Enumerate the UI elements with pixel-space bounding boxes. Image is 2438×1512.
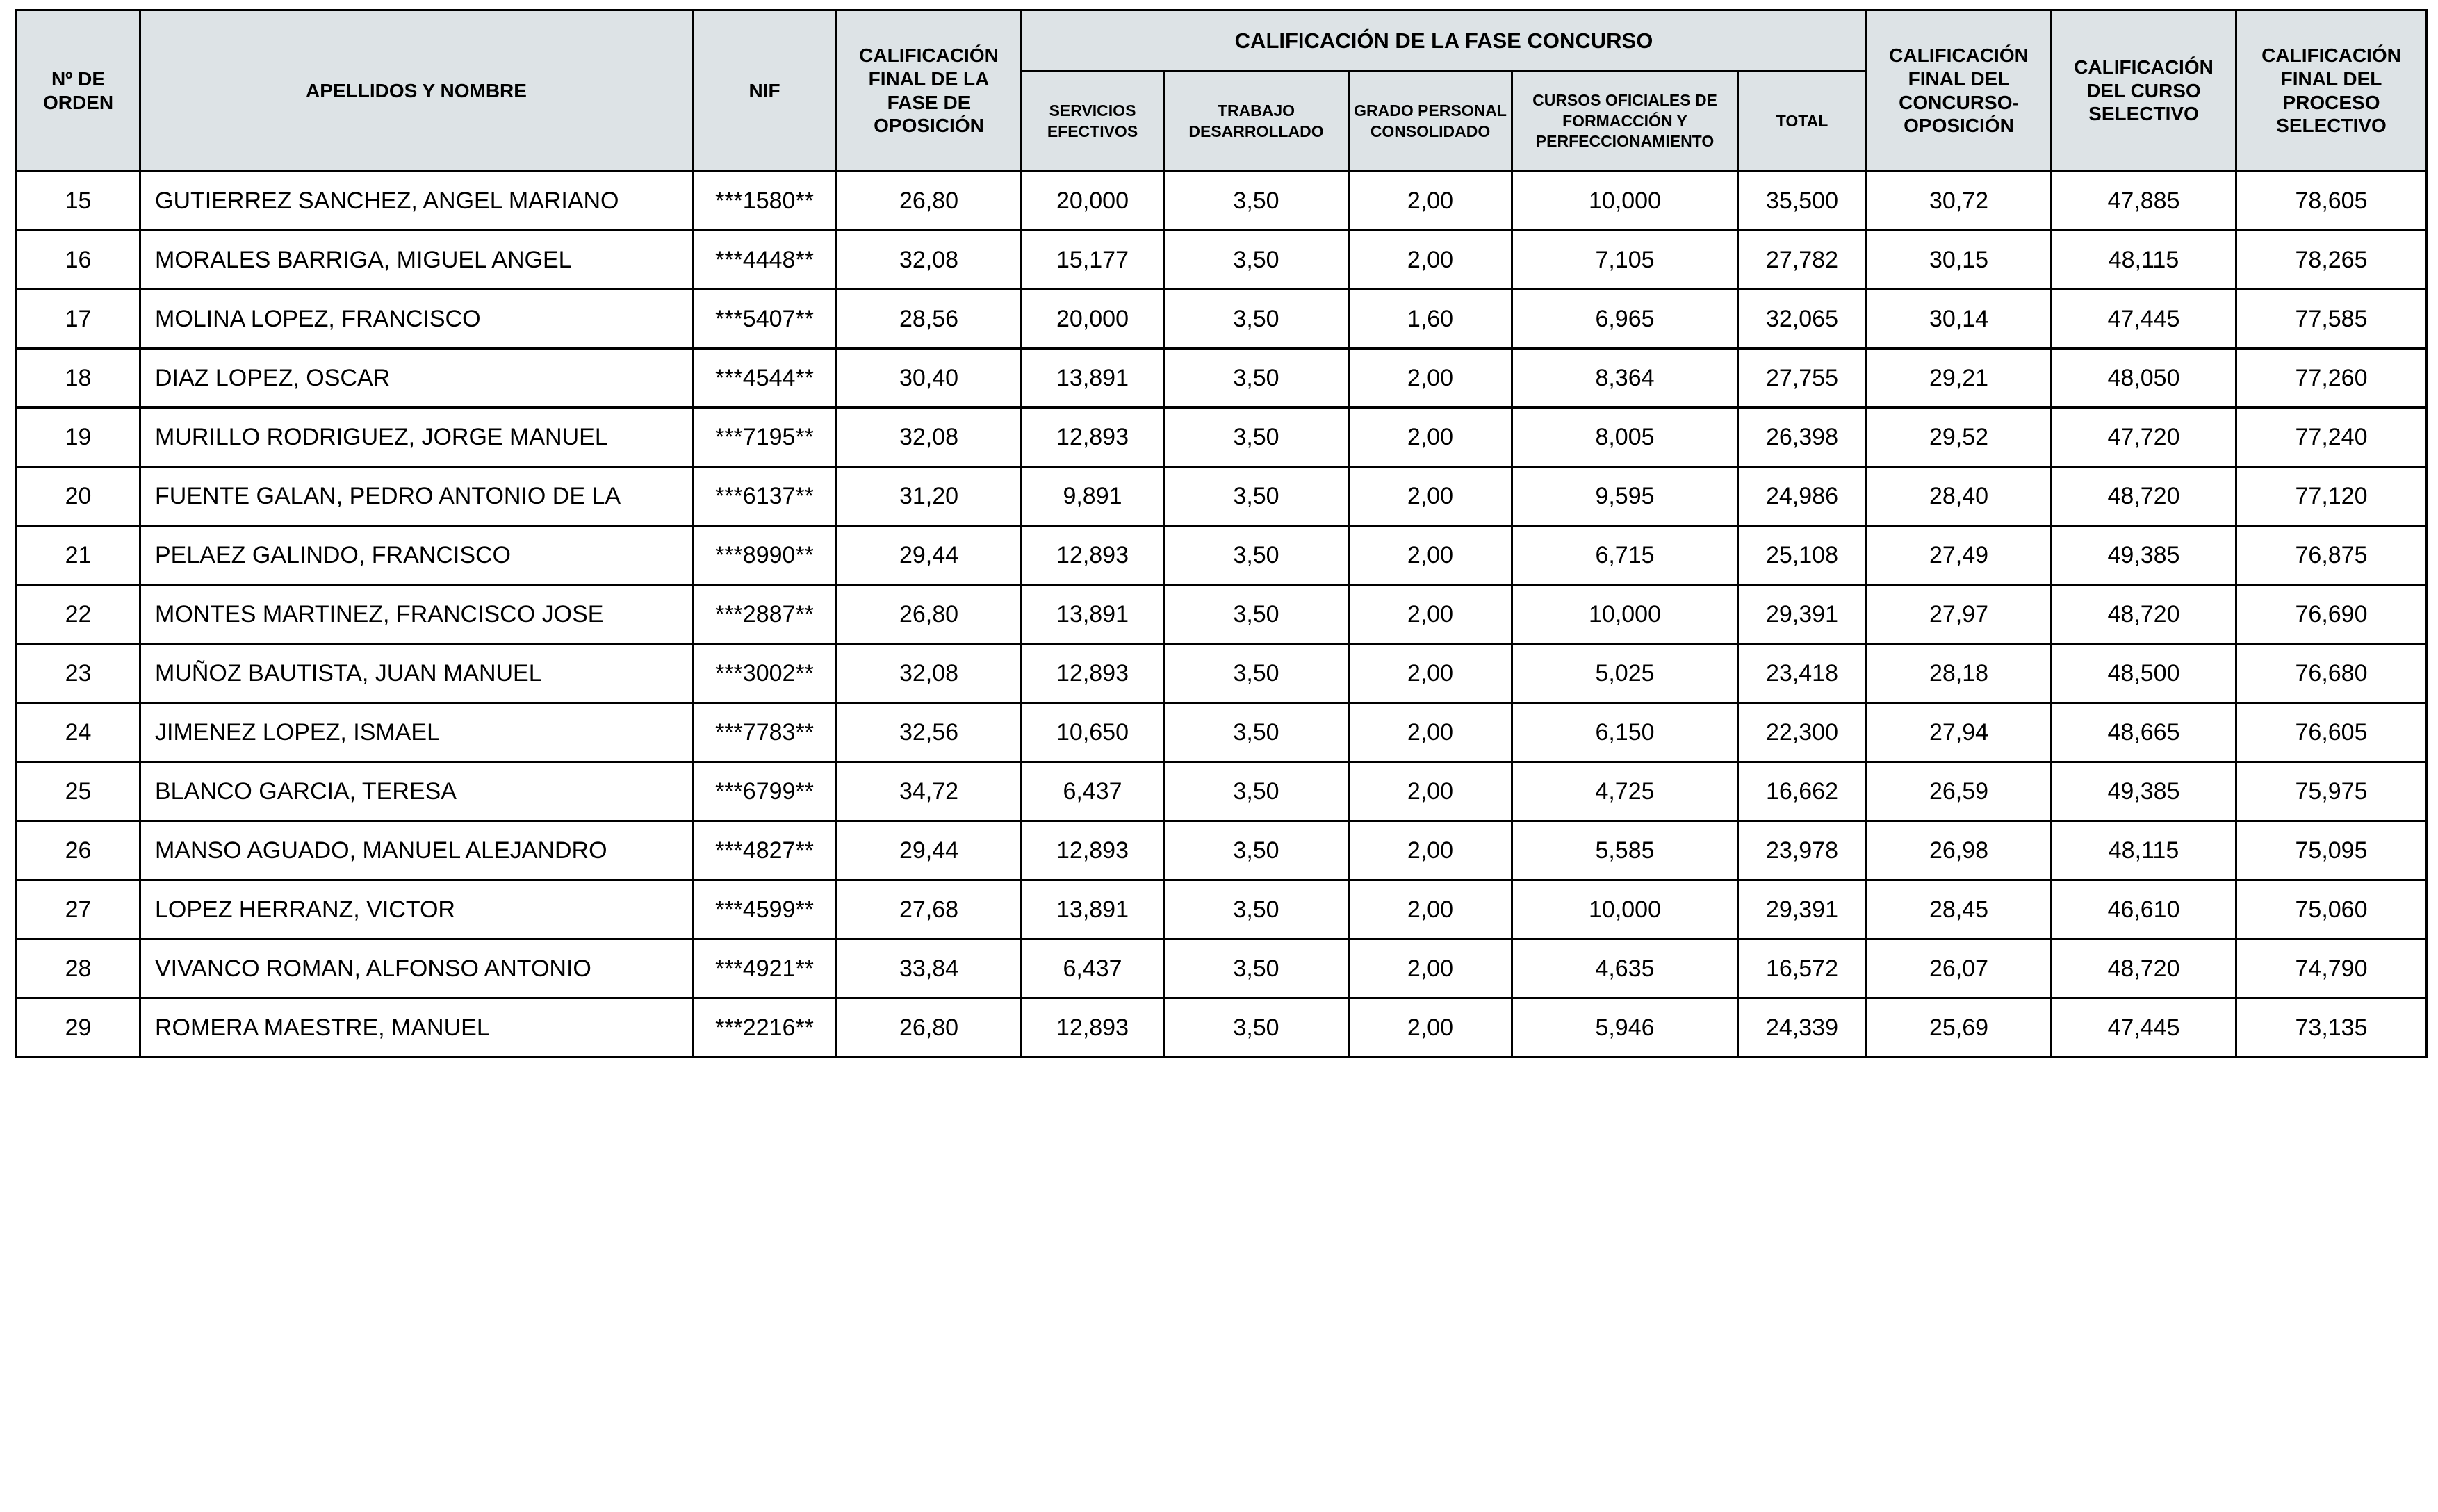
table-row <box>17 467 2427 526</box>
cell-nombre: MONTES MARTINEZ, FRANCISCO JOSE <box>140 585 693 644</box>
cell-proceso: 75,975 <box>2236 762 2427 821</box>
cell-servicios: 13,891 <box>1022 585 1164 644</box>
cell-nombre: JIMENEZ LOPEZ, ISMAEL <box>140 703 693 762</box>
cell-cursos: 8,364 <box>1512 349 1738 408</box>
cell-concurso-oposicion: 30,14 <box>1867 290 2052 349</box>
table-row <box>17 999 2427 1058</box>
cell-proceso: 76,680 <box>2236 644 2427 703</box>
header-fase-concurso: CALIFICACIÓN DE LA FASE CONCURSO <box>1022 10 1867 72</box>
cell-cursos: 6,965 <box>1512 290 1738 349</box>
cell-servicios: 20,000 <box>1022 172 1164 231</box>
cell-nif: ***2887** <box>693 585 837 644</box>
cell-concurso-oposicion: 27,97 <box>1867 585 2052 644</box>
cell-proceso: 77,260 <box>2236 349 2427 408</box>
table-row <box>17 290 2427 349</box>
cell-cursos: 5,585 <box>1512 821 1738 880</box>
cell-orden: 23 <box>17 644 140 703</box>
cell-curso-selectivo: 49,385 <box>2052 762 2236 821</box>
cell-nif: ***5407** <box>693 290 837 349</box>
cell-total: 29,391 <box>1738 585 1867 644</box>
cell-concurso-oposicion: 26,59 <box>1867 762 2052 821</box>
cell-oposicion: 34,72 <box>837 762 1022 821</box>
cell-concurso-oposicion: 26,07 <box>1867 939 2052 999</box>
cell-trabajo: 3,50 <box>1164 585 1349 644</box>
cell-grado: 2,00 <box>1349 467 1512 526</box>
cell-cursos: 8,005 <box>1512 408 1738 467</box>
header-curso-selectivo: CALIFICACIÓN DEL CURSO SELECTIVO <box>2052 10 2236 172</box>
cell-grado: 2,00 <box>1349 999 1512 1058</box>
cell-trabajo: 3,50 <box>1164 821 1349 880</box>
table-row <box>17 349 2427 408</box>
cell-orden: 24 <box>17 703 140 762</box>
cell-servicios: 12,893 <box>1022 644 1164 703</box>
cell-servicios: 12,893 <box>1022 408 1164 467</box>
cell-grado: 2,00 <box>1349 349 1512 408</box>
cell-grado: 2,00 <box>1349 703 1512 762</box>
cell-servicios: 20,000 <box>1022 290 1164 349</box>
cell-concurso-oposicion: 30,15 <box>1867 231 2052 290</box>
cell-servicios: 12,893 <box>1022 526 1164 585</box>
table-row <box>17 821 2427 880</box>
cell-oposicion: 32,08 <box>837 644 1022 703</box>
results-page <box>15 9 2425 1058</box>
cell-total: 35,500 <box>1738 172 1867 231</box>
cell-curso-selectivo: 48,050 <box>2052 349 2236 408</box>
table-row <box>17 231 2427 290</box>
cell-concurso-oposicion: 27,94 <box>1867 703 2052 762</box>
cell-nombre: MOLINA LOPEZ, FRANCISCO <box>140 290 693 349</box>
cell-oposicion: 26,80 <box>837 999 1022 1058</box>
cell-servicios: 9,891 <box>1022 467 1164 526</box>
cell-nombre: MANSO AGUADO, MANUEL ALEJANDRO <box>140 821 693 880</box>
cell-oposicion: 29,44 <box>837 821 1022 880</box>
cell-concurso-oposicion: 28,45 <box>1867 880 2052 939</box>
cell-servicios: 13,891 <box>1022 880 1164 939</box>
cell-cursos: 10,000 <box>1512 585 1738 644</box>
cell-trabajo: 3,50 <box>1164 349 1349 408</box>
cell-nombre: DIAZ LOPEZ, OSCAR <box>140 349 693 408</box>
header-trabajo: TRABAJO DESARROLLADO <box>1164 72 1349 172</box>
cell-nif: ***4448** <box>693 231 837 290</box>
table-row <box>17 172 2427 231</box>
cell-cursos: 5,946 <box>1512 999 1738 1058</box>
cell-total: 29,391 <box>1738 880 1867 939</box>
cell-proceso: 78,265 <box>2236 231 2427 290</box>
cell-servicios: 12,893 <box>1022 999 1164 1058</box>
header-grado: GRADO PERSONAL CONSOLIDADO <box>1349 72 1512 172</box>
table-row <box>17 880 2427 939</box>
cell-curso-selectivo: 48,720 <box>2052 939 2236 999</box>
cell-nif: ***4544** <box>693 349 837 408</box>
cell-grado: 2,00 <box>1349 172 1512 231</box>
cell-servicios: 6,437 <box>1022 939 1164 999</box>
results-table <box>15 9 2428 1058</box>
cell-oposicion: 28,56 <box>837 290 1022 349</box>
cell-proceso: 74,790 <box>2236 939 2427 999</box>
header-nombre: APELLIDOS Y NOMBRE <box>140 10 693 172</box>
cell-proceso: 77,120 <box>2236 467 2427 526</box>
cell-nif: ***4599** <box>693 880 837 939</box>
cell-cursos: 7,105 <box>1512 231 1738 290</box>
cell-oposicion: 30,40 <box>837 349 1022 408</box>
cell-servicios: 13,891 <box>1022 349 1164 408</box>
cell-total: 16,662 <box>1738 762 1867 821</box>
cell-nif: ***6137** <box>693 467 837 526</box>
cell-nif: ***7195** <box>693 408 837 467</box>
cell-orden: 29 <box>17 999 140 1058</box>
cell-curso-selectivo: 47,720 <box>2052 408 2236 467</box>
cell-proceso: 73,135 <box>2236 999 2427 1058</box>
header-oposicion: CALIFICACIÓN FINAL DE LA FASE DE OPOSICIÓN <box>837 10 1022 172</box>
cell-orden: 20 <box>17 467 140 526</box>
cell-proceso: 77,585 <box>2236 290 2427 349</box>
cell-grado: 2,00 <box>1349 585 1512 644</box>
header-concurso-oposicion: CALIFICACIÓN FINAL DEL CONCURSO-OPOSICIÓN <box>1867 10 2052 172</box>
cell-nombre: ROMERA MAESTRE, MANUEL <box>140 999 693 1058</box>
cell-servicios: 6,437 <box>1022 762 1164 821</box>
cell-servicios: 10,650 <box>1022 703 1164 762</box>
cell-oposicion: 32,08 <box>837 408 1022 467</box>
cell-orden: 15 <box>17 172 140 231</box>
cell-oposicion: 31,20 <box>837 467 1022 526</box>
cell-cursos: 10,000 <box>1512 172 1738 231</box>
cell-nif: ***7783** <box>693 703 837 762</box>
cell-oposicion: 27,68 <box>837 880 1022 939</box>
cell-orden: 21 <box>17 526 140 585</box>
cell-curso-selectivo: 47,445 <box>2052 999 2236 1058</box>
table-row <box>17 585 2427 644</box>
cell-orden: 19 <box>17 408 140 467</box>
cell-nombre: BLANCO GARCIA, TERESA <box>140 762 693 821</box>
cell-concurso-oposicion: 25,69 <box>1867 999 2052 1058</box>
cell-curso-selectivo: 48,500 <box>2052 644 2236 703</box>
table-row <box>17 939 2427 999</box>
cell-servicios: 12,893 <box>1022 821 1164 880</box>
cell-cursos: 4,635 <box>1512 939 1738 999</box>
cell-grado: 2,00 <box>1349 644 1512 703</box>
cell-trabajo: 3,50 <box>1164 231 1349 290</box>
cell-curso-selectivo: 46,610 <box>2052 880 2236 939</box>
table-row <box>17 644 2427 703</box>
table-row <box>17 526 2427 585</box>
table-body <box>17 172 2427 1058</box>
cell-curso-selectivo: 48,665 <box>2052 703 2236 762</box>
cell-concurso-oposicion: 29,52 <box>1867 408 2052 467</box>
cell-oposicion: 26,80 <box>837 172 1022 231</box>
cell-total: 23,978 <box>1738 821 1867 880</box>
cell-servicios: 15,177 <box>1022 231 1164 290</box>
cell-grado: 2,00 <box>1349 408 1512 467</box>
table-row <box>17 408 2427 467</box>
cell-cursos: 9,595 <box>1512 467 1738 526</box>
cell-total: 32,065 <box>1738 290 1867 349</box>
cell-curso-selectivo: 48,720 <box>2052 467 2236 526</box>
cell-cursos: 10,000 <box>1512 880 1738 939</box>
cell-nif: ***4827** <box>693 821 837 880</box>
cell-nombre: GUTIERREZ SANCHEZ, ANGEL MARIANO <box>140 172 693 231</box>
cell-proceso: 76,605 <box>2236 703 2427 762</box>
cell-trabajo: 3,50 <box>1164 408 1349 467</box>
cell-nombre: MORALES BARRIGA, MIGUEL ANGEL <box>140 231 693 290</box>
cell-concurso-oposicion: 26,98 <box>1867 821 2052 880</box>
cell-concurso-oposicion: 28,18 <box>1867 644 2052 703</box>
cell-proceso: 75,060 <box>2236 880 2427 939</box>
cell-orden: 16 <box>17 231 140 290</box>
header-total: TOTAL <box>1738 72 1867 172</box>
cell-orden: 17 <box>17 290 140 349</box>
cell-concurso-oposicion: 28,40 <box>1867 467 2052 526</box>
cell-orden: 25 <box>17 762 140 821</box>
table-row <box>17 762 2427 821</box>
cell-cursos: 5,025 <box>1512 644 1738 703</box>
cell-orden: 26 <box>17 821 140 880</box>
cell-trabajo: 3,50 <box>1164 762 1349 821</box>
cell-concurso-oposicion: 30,72 <box>1867 172 2052 231</box>
cell-nif: ***4921** <box>693 939 837 999</box>
cell-trabajo: 3,50 <box>1164 703 1349 762</box>
header-cursos: CURSOS OFICIALES DE FORMACCIÓN Y PERFECCIONAMIENTO <box>1512 72 1738 172</box>
cell-proceso: 77,240 <box>2236 408 2427 467</box>
header-nif: NIF <box>693 10 837 172</box>
cell-orden: 22 <box>17 585 140 644</box>
cell-orden: 28 <box>17 939 140 999</box>
cell-concurso-oposicion: 29,21 <box>1867 349 2052 408</box>
cell-grado: 2,00 <box>1349 231 1512 290</box>
cell-total: 24,339 <box>1738 999 1867 1058</box>
cell-nif: ***1580** <box>693 172 837 231</box>
table-row <box>17 703 2427 762</box>
cell-curso-selectivo: 48,115 <box>2052 231 2236 290</box>
cell-trabajo: 3,50 <box>1164 644 1349 703</box>
cell-curso-selectivo: 48,115 <box>2052 821 2236 880</box>
cell-nif: ***2216** <box>693 999 837 1058</box>
cell-nombre: VIVANCO ROMAN, ALFONSO ANTONIO <box>140 939 693 999</box>
cell-proceso: 76,690 <box>2236 585 2427 644</box>
header-proceso-selectivo: CALIFICACIÓN FINAL DEL PROCESO SELECTIVO <box>2236 10 2427 172</box>
cell-trabajo: 3,50 <box>1164 467 1349 526</box>
cell-total: 22,300 <box>1738 703 1867 762</box>
header-orden: Nº DE ORDEN <box>17 10 140 172</box>
cell-total: 25,108 <box>1738 526 1867 585</box>
cell-oposicion: 32,56 <box>837 703 1022 762</box>
cell-curso-selectivo: 49,385 <box>2052 526 2236 585</box>
cell-grado: 2,00 <box>1349 526 1512 585</box>
cell-trabajo: 3,50 <box>1164 290 1349 349</box>
cell-concurso-oposicion: 27,49 <box>1867 526 2052 585</box>
cell-oposicion: 29,44 <box>837 526 1022 585</box>
cell-curso-selectivo: 47,885 <box>2052 172 2236 231</box>
cell-nombre: MUÑOZ BAUTISTA, JUAN MANUEL <box>140 644 693 703</box>
cell-proceso: 78,605 <box>2236 172 2427 231</box>
table-header <box>17 10 2427 172</box>
cell-cursos: 6,150 <box>1512 703 1738 762</box>
cell-curso-selectivo: 48,720 <box>2052 585 2236 644</box>
cell-nif: ***8990** <box>693 526 837 585</box>
cell-nombre: PELAEZ GALINDO, FRANCISCO <box>140 526 693 585</box>
cell-total: 27,782 <box>1738 231 1867 290</box>
cell-orden: 27 <box>17 880 140 939</box>
cell-oposicion: 26,80 <box>837 585 1022 644</box>
cell-nif: ***6799** <box>693 762 837 821</box>
cell-cursos: 6,715 <box>1512 526 1738 585</box>
cell-grado: 2,00 <box>1349 821 1512 880</box>
cell-total: 26,398 <box>1738 408 1867 467</box>
cell-total: 24,986 <box>1738 467 1867 526</box>
cell-curso-selectivo: 47,445 <box>2052 290 2236 349</box>
cell-oposicion: 32,08 <box>837 231 1022 290</box>
cell-trabajo: 3,50 <box>1164 939 1349 999</box>
cell-trabajo: 3,50 <box>1164 172 1349 231</box>
cell-proceso: 75,095 <box>2236 821 2427 880</box>
cell-grado: 2,00 <box>1349 762 1512 821</box>
cell-trabajo: 3,50 <box>1164 526 1349 585</box>
cell-grado: 1,60 <box>1349 290 1512 349</box>
cell-total: 23,418 <box>1738 644 1867 703</box>
cell-total: 27,755 <box>1738 349 1867 408</box>
cell-trabajo: 3,50 <box>1164 999 1349 1058</box>
cell-grado: 2,00 <box>1349 880 1512 939</box>
cell-nombre: FUENTE GALAN, PEDRO ANTONIO DE LA <box>140 467 693 526</box>
cell-trabajo: 3,50 <box>1164 880 1349 939</box>
cell-total: 16,572 <box>1738 939 1867 999</box>
cell-oposicion: 33,84 <box>837 939 1022 999</box>
cell-proceso: 76,875 <box>2236 526 2427 585</box>
cell-nombre: LOPEZ HERRANZ, VICTOR <box>140 880 693 939</box>
cell-grado: 2,00 <box>1349 939 1512 999</box>
cell-nif: ***3002** <box>693 644 837 703</box>
cell-orden: 18 <box>17 349 140 408</box>
cell-cursos: 4,725 <box>1512 762 1738 821</box>
cell-nombre: MURILLO RODRIGUEZ, JORGE MANUEL <box>140 408 693 467</box>
header-servicios: SERVICIOS EFECTIVOS <box>1022 72 1164 172</box>
